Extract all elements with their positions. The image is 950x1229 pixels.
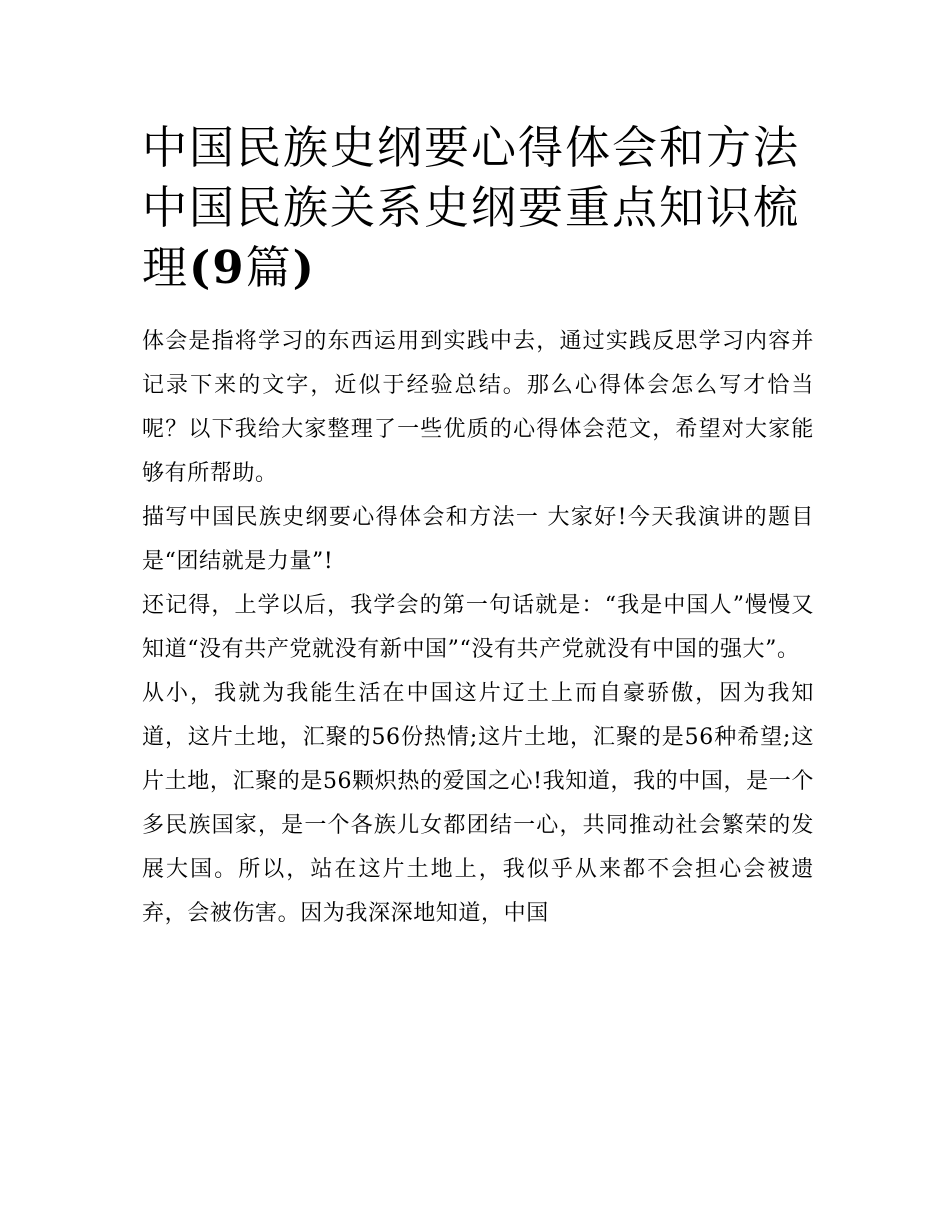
paragraph-pride: 从小，我就为我能生活在中国这片辽土上而自豪骄傲，因为我知道，这片土地，汇聚的56份热情;这片土地，汇聚的是56种希望;这片土地，汇聚的是56颗炽热的爱国之心!我知道，我的中国，是一个多民族国家，是一个各族儿女都团结一心，共同推动社会繁荣的发展大国。所以，站在这片土地上，我似乎从来都不会担心会被遗弃，会被伤害。因为我深深地知道，中国	[142, 681, 814, 926]
document-page	[142, 118, 814, 936]
paragraph-speech-opening: 描写中国民族史纲要心得体会和方法一 大家好!今天我演讲的题目是“团结就是力量”!	[142, 505, 814, 574]
title-count: (9	[189, 241, 246, 294]
paragraph-memory: 还记得，上学以后，我学会的第一句话就是：“我是中国人”慢慢又知道“没有共产党就没有新中国”“没有共产党就没有中国的强大”。	[142, 593, 814, 662]
document-body	[142, 320, 814, 936]
title-main: 中国民族史纲要心得体会和方法 中国民族关系史纲要重点知识梳理	[142, 121, 801, 294]
title-close: )	[292, 241, 316, 294]
document-title	[142, 118, 814, 298]
paragraph-intro: 体会是指将学习的东西运用到实践中去，通过实践反思学习内容并记录下来的文字，近似于经验总结。那么心得体会怎么写才恰当呢？以下我给大家整理了一些优质的心得体会范文，希望对大家能够有所帮助。	[142, 329, 814, 486]
title-unit: 篇	[245, 241, 293, 294]
